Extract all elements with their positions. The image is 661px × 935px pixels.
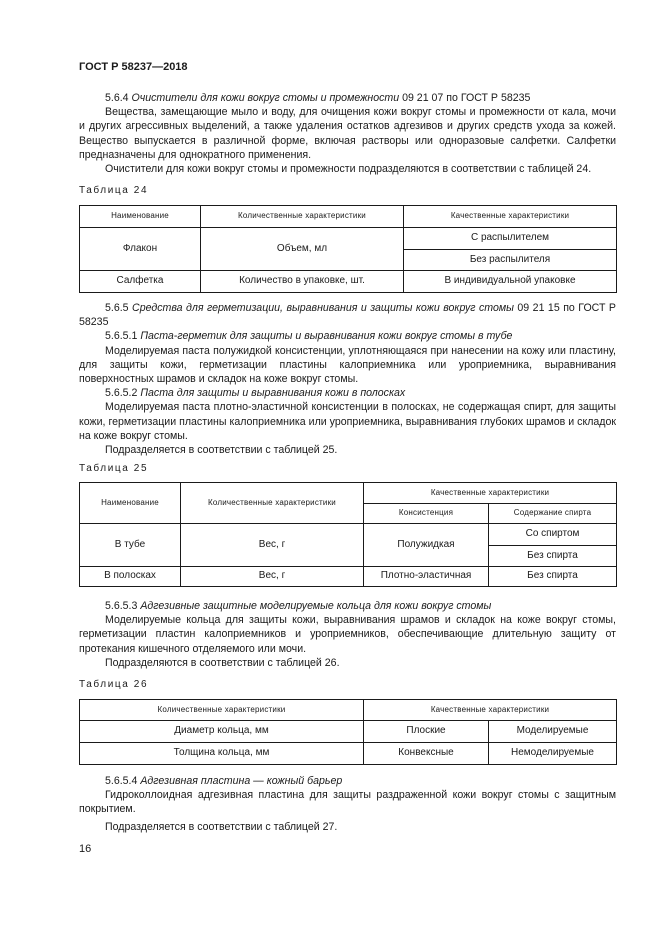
header-cell: Наименование — [80, 483, 181, 524]
paragraph: Вещества, замещающие мыло и воду, для очищения кожи вокруг стомы и промежности от кала, мочи и других агрессивных выделений, а также удаления остатков адгезивов и других средств ухода за кожей. Вещество выпускается в различной форме, включая растворы или одноразовые салфетки. Салфетки предназначены для однократного применения. — [79, 106, 616, 161]
table-cell: Диаметр кольца, мм — [80, 721, 364, 743]
header-cell: Консистенция — [364, 504, 489, 524]
table-cell: Вес, г — [181, 524, 364, 567]
table-cell: В тубе — [80, 524, 181, 567]
paragraph: Очистители для кожи вокруг стомы и промежности подразделяются в соответствии с таблицей 24. — [105, 163, 592, 176]
section-heading: 5.6.5 Средства для герметизации, выравнивания и защиты кожи вокруг стомы 09 21 15 по ГОСТ Р 58235 — [79, 302, 616, 329]
table-cell: В полосках — [80, 567, 181, 587]
header-cell: Содержание спирта — [489, 504, 617, 524]
table-cell: В индивидуальной упаковке — [404, 271, 617, 293]
table-row — [80, 567, 617, 587]
table-cell: С распылителем — [404, 228, 617, 250]
table-cell: Плотно-эластичная — [364, 567, 489, 587]
subsection-heading: 5.6.5.1 Паста-герметик для защиты и выравнивания кожи вокруг стомы в тубе — [105, 330, 513, 343]
document-header: ГОСТ Р 58237—2018 — [79, 61, 188, 73]
paragraph: Гидроколлоидная адгезивная пластина для защиты раздраженной кожи вокруг стомы с защитным покрытием. — [79, 789, 616, 816]
header-cell: Количественные характеристики — [181, 483, 364, 524]
header-cell: Качественные характеристики — [364, 700, 617, 721]
paragraph: Моделируемые кольца для защиты кожи, выравнивания шрамов и складок на коже вокруг стомы, герметизации пластин калоприемников и уроприемников, обеспечивающие длительную защиту от протекания кишечного отделяемого или мочи. — [79, 614, 616, 655]
table-header-row — [80, 483, 617, 504]
section-5-6-5-3 — [79, 599, 616, 670]
subsection-heading: 5.6.5.3 Адгезивные защитные моделируемые кольца для кожи вокруг стомы — [105, 600, 492, 612]
subsection-heading: 5.6.5.4 Адгезивная пластина — кожный барьер — [105, 775, 343, 787]
header-cell: Количественные характеристики — [80, 700, 364, 721]
paragraph: Подразделяется в соответствии с таблицей 27. — [105, 820, 338, 833]
subsection-heading: 5.6.5.2 Паста для защиты и выравнивания кожи в полосках — [105, 387, 406, 400]
table-caption: Таблица 26 — [79, 679, 149, 690]
table-row — [80, 524, 617, 546]
table-row — [80, 743, 617, 765]
table-25 — [79, 482, 617, 587]
table-cell: Салфетка — [80, 271, 201, 293]
table-cell: Без распылителя — [404, 250, 617, 271]
table-caption: Таблица 24 — [79, 185, 149, 196]
section-5-6-5 — [79, 301, 616, 457]
paragraph: Подразделяются в соответствии с таблицей 26. — [105, 656, 340, 669]
table-cell: Количество в упаковке, шт. — [201, 271, 404, 293]
paragraph: Моделируемая паста плотно-эластичной консистенции в полосках, не содержащая спирт, для защиты кожи, герметизации пластины калоприемника или уроприемника, выравнивания глубоких шрамов и складок на коже вокруг стомы. — [79, 401, 616, 442]
header-cell: Наименование — [80, 206, 201, 228]
section-heading: 5.6.4 Очистители для кожи вокруг стомы и промежности 09 21 07 по ГОСТ Р 58235 — [105, 92, 531, 104]
table-row — [80, 721, 617, 743]
paragraph: Моделируемая паста полужидкой консистенции, уплотняющаяся при нанесении на кожу или пластину, для защиты кожи, герметизации пластины калоприемника или уроприемника, выравнивания поверхностных шрамов и складок на коже вокруг стомы. — [79, 344, 616, 386]
table-cell: Флакон — [80, 228, 201, 271]
table-header-row — [80, 700, 617, 721]
table-24 — [79, 205, 617, 293]
table-26 — [79, 699, 617, 765]
table-cell: Без спирта — [489, 567, 617, 587]
table-cell: Моделируемые — [489, 721, 617, 743]
table-cell: Со спиртом — [489, 524, 617, 546]
page-number: 16 — [79, 843, 92, 855]
section-5-6-5-4 — [79, 774, 616, 834]
table-cell: Плоские — [364, 721, 489, 743]
table-cell: Немоделируемые — [489, 743, 617, 765]
table-cell: Толщина кольца, мм — [80, 743, 364, 765]
paragraph: Подразделяется в соответствии с таблицей 25. — [105, 444, 338, 457]
section-5-6-4 — [79, 91, 616, 176]
header-cell: Качественные характеристики — [364, 483, 617, 504]
header-cell: Количественные характеристики — [201, 206, 404, 228]
table-header-row — [80, 206, 617, 228]
table-caption: Таблица 25 — [79, 463, 149, 474]
table-cell: Конвексные — [364, 743, 489, 765]
table-cell: Объем, мл — [201, 228, 404, 271]
table-cell: Полужидкая — [364, 524, 489, 567]
table-cell: Без спирта — [489, 546, 617, 567]
table-row — [80, 271, 617, 293]
table-row — [80, 228, 617, 250]
header-cell: Качественные характеристики — [404, 206, 617, 228]
table-cell: Вес, г — [181, 567, 364, 587]
